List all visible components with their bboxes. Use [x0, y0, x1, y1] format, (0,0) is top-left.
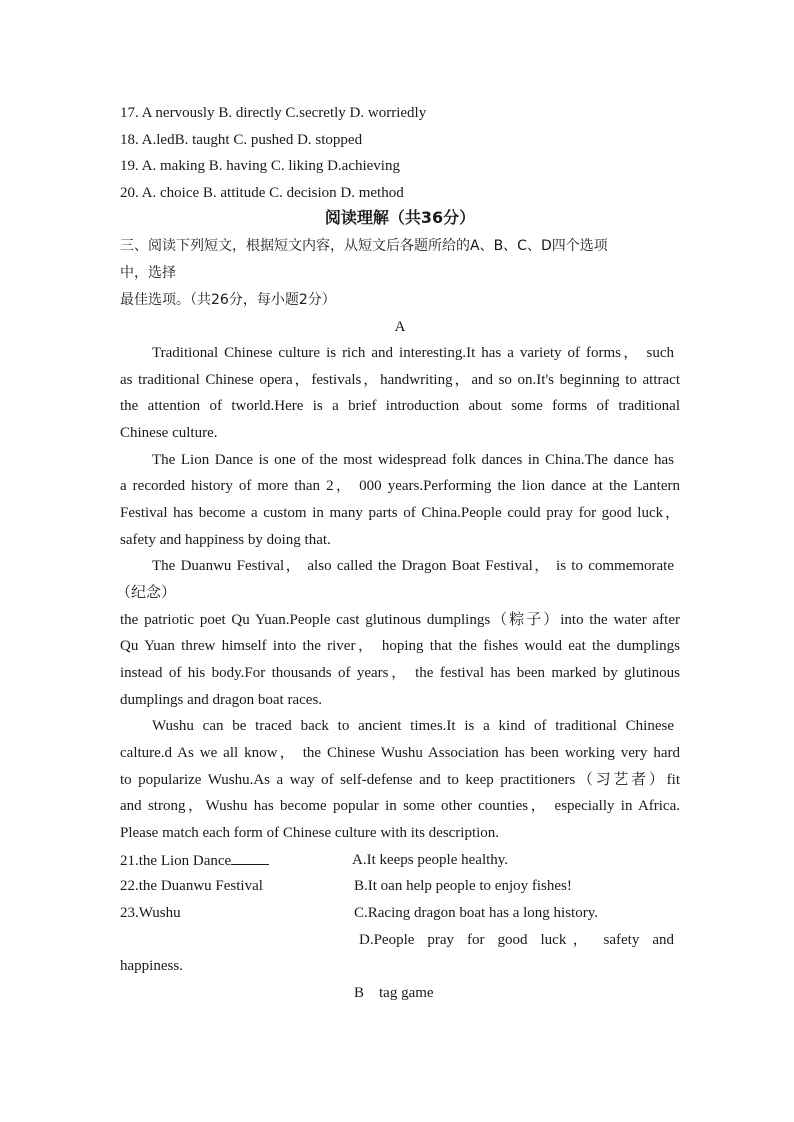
passage-line: the attention of tworld.Here is a brief introduction about some forms of traditional — [120, 398, 680, 414]
passage-line: as traditional Chinese opera，festivals，handwriting，and so on.It's beginning to attract — [120, 372, 680, 388]
passage-line: instead of his body.For thousands of years， the festival has been marked by glutinous — [120, 665, 680, 681]
passage-line: to popularize Wushu.As a way of self-defense and to keep practitioners（习艺者）fit — [120, 772, 680, 788]
question-text: 21.the Lion Dance — [120, 853, 232, 869]
instruction-line-1: 三、阅读下列短文，根据短文内容，从短文后各题所给的A、B、C、D四个选项 — [120, 238, 608, 254]
section-title: 阅读理解（共36分） — [324, 208, 476, 227]
passage-line: （纪念） — [116, 585, 177, 601]
passage-line: Chinese culture. — [120, 425, 218, 441]
passage-line: The Lion Dance is one of the most widespread folk dances in China.The dance has — [152, 452, 674, 468]
passage-line: the patriotic poet Qu Yuan.People cast glutinous dumplings（粽子）into the water after — [120, 612, 680, 628]
option-line-18: 18. A.ledB. taught C. pushed D. stopped — [120, 132, 363, 148]
passage-label: A — [394, 319, 406, 335]
answer-option-c: C.Racing dragon boat has a long history. — [354, 905, 598, 921]
passage-line: Please match each form of Chinese culture with its description. — [120, 825, 500, 841]
passage-line: The Duanwu Festival， also called the Dragon Boat Festival， is to commemorate — [152, 558, 674, 574]
passage-line: Wushu can be traced back to ancient times.It is a kind of traditional Chinese — [152, 718, 674, 734]
passage-line: dumplings and dragon boat races. — [120, 692, 323, 708]
instruction-line-2: 中，选择 — [120, 265, 176, 281]
answer-option-a: A.It keeps people healthy. — [352, 852, 509, 868]
option-line-19: 19. A. making B. having C. liking D.achieving — [120, 158, 400, 174]
passage-line: calture.d As we all know， the Chinese Wushu Association has been working very hard — [120, 745, 680, 761]
answer-option-d: D.People pray for good luck ， safety and — [359, 932, 674, 948]
question-21 — [120, 850, 269, 871]
instruction-line-3: 最佳选项。（共26分，每小题2分） — [120, 292, 336, 308]
passage-line: and strong，Wushu has become popular in some other counties， especially in Africa. — [120, 798, 680, 814]
answer-option-b: B.It oan help people to enjoy fishes! — [354, 878, 572, 894]
passage-line: safety and happiness by doing that. — [120, 532, 331, 548]
passage-line: Qu Yuan threw himself into the river， hoping that the fishes would eat the dumplings — [120, 638, 680, 654]
passage-line: Festival has become a custom in many parts of China.People could pray for good luck， — [120, 505, 680, 521]
question-23: 23.Wushu — [120, 905, 181, 921]
passage-line: Traditional Chinese culture is rich and interesting.It has a variety of forms， such — [152, 345, 674, 361]
answer-blank[interactable] — [231, 850, 269, 865]
answer-option-d-continued: happiness. — [120, 958, 183, 974]
passage-line: a recorded history of more than 2， 000 years.Performing the lion dance at the Lantern — [120, 478, 680, 494]
option-line-17: 17. A nervously B. directly C.secretly D. worriedly — [120, 105, 427, 121]
next-passage-label: B tag game — [354, 985, 434, 1001]
option-line-20: 20. A. choice B. attitude C. decision D. method — [120, 185, 404, 201]
question-22: 22.the Duanwu Festival — [120, 878, 263, 894]
